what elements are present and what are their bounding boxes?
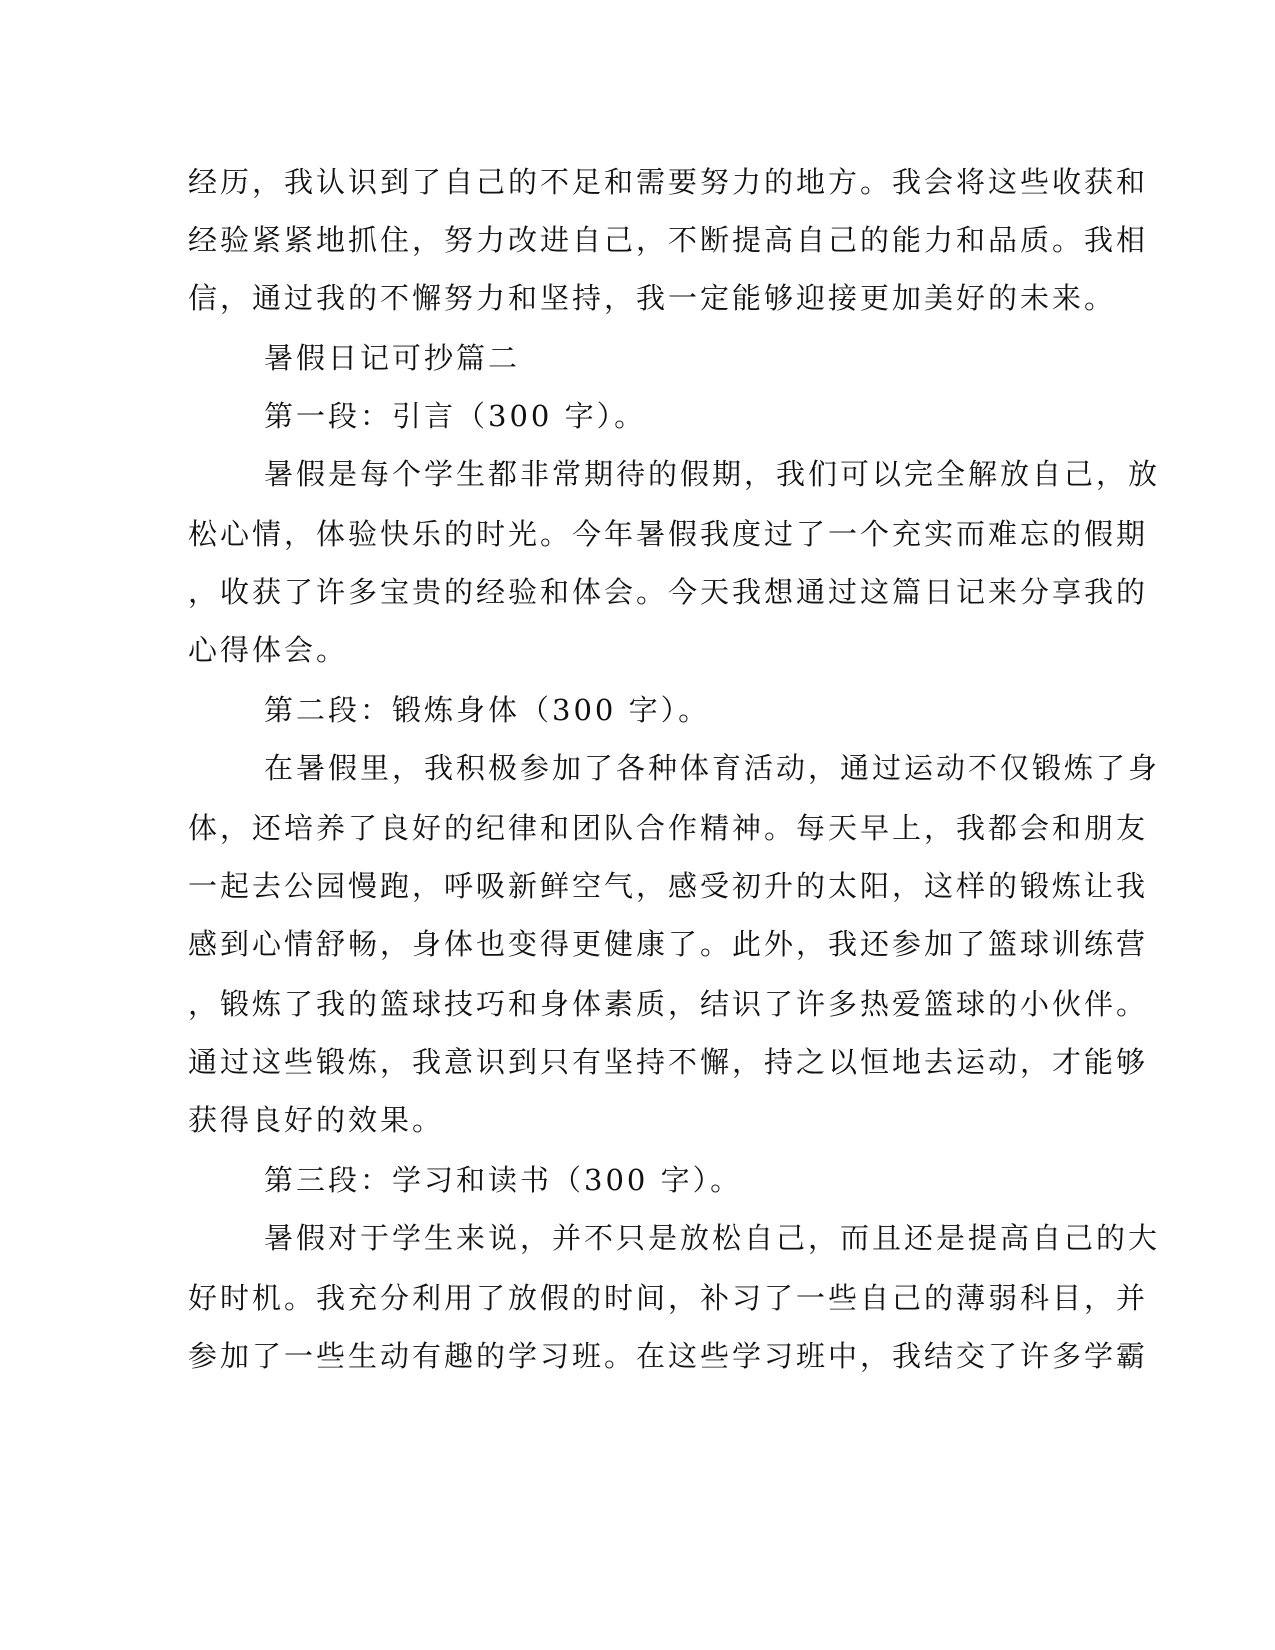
section-heading: 第三段：学习和读书（300 字）。 <box>264 1163 743 1197</box>
paragraph-line: 心得体会。 <box>188 633 349 667</box>
paragraph-line: 暑假是每个学生都非常期待的假期，我们可以完全解放自己，放 <box>264 457 1161 491</box>
section-heading: 第二段：锻炼身体（300 字）。 <box>264 693 711 727</box>
paragraph-line: 经历，我认识到了自己的不足和需要努力的地方。我会将这些收获和 <box>188 165 1149 199</box>
paragraph-line: ，锻炼了我的篮球技巧和身体素质，结识了许多热爱篮球的小伙伴。 <box>188 987 1149 1021</box>
section-heading: 第一段：引言（300 字）。 <box>264 399 647 433</box>
paragraph-line: 通过这些锻炼，我意识到只有坚持不懈，持之以恒地去运动，才能够 <box>188 1045 1149 1079</box>
paragraph-line: 暑假对于学生来说，并不只是放松自己，而且还是提高自己的大 <box>264 1221 1161 1255</box>
paragraph-line: 感到心情舒畅，身体也变得更健康了。此外，我还参加了篮球训练营 <box>188 927 1149 961</box>
paragraph-line: 参加了一些生动有趣的学习班。在这些学习班中，我结交了许多学霸 <box>188 1339 1149 1373</box>
section-title: 暑假日记可抄篇二 <box>264 341 521 375</box>
paragraph-line: 在暑假里，我积极参加了各种体育活动，通过运动不仅锻炼了身 <box>264 751 1161 785</box>
paragraph-line: 获得良好的效果。 <box>188 1103 445 1137</box>
paragraph-line: ，收获了许多宝贵的经验和体会。今天我想通过这篇日记来分享我的 <box>188 575 1149 609</box>
paragraph-line: 好时机。我充分利用了放假的时间，补习了一些自己的薄弱科目，并 <box>188 1281 1149 1315</box>
paragraph-line: 一起去公园慢跑，呼吸新鲜空气，感受初升的太阳，这样的锻炼让我 <box>188 869 1149 903</box>
paragraph-line: 体，还培养了良好的纪律和团队合作精神。每天早上，我都会和朋友 <box>188 811 1149 845</box>
paragraph-line: 经验紧紧地抓住，努力改进自己，不断提高自己的能力和品质。我相 <box>188 223 1149 257</box>
paragraph-line: 松心情，体验快乐的时光。今年暑假我度过了一个充实而难忘的假期 <box>188 517 1149 551</box>
paragraph-line: 信，通过我的不懈努力和坚持，我一定能够迎接更加美好的未来。 <box>188 281 1117 315</box>
